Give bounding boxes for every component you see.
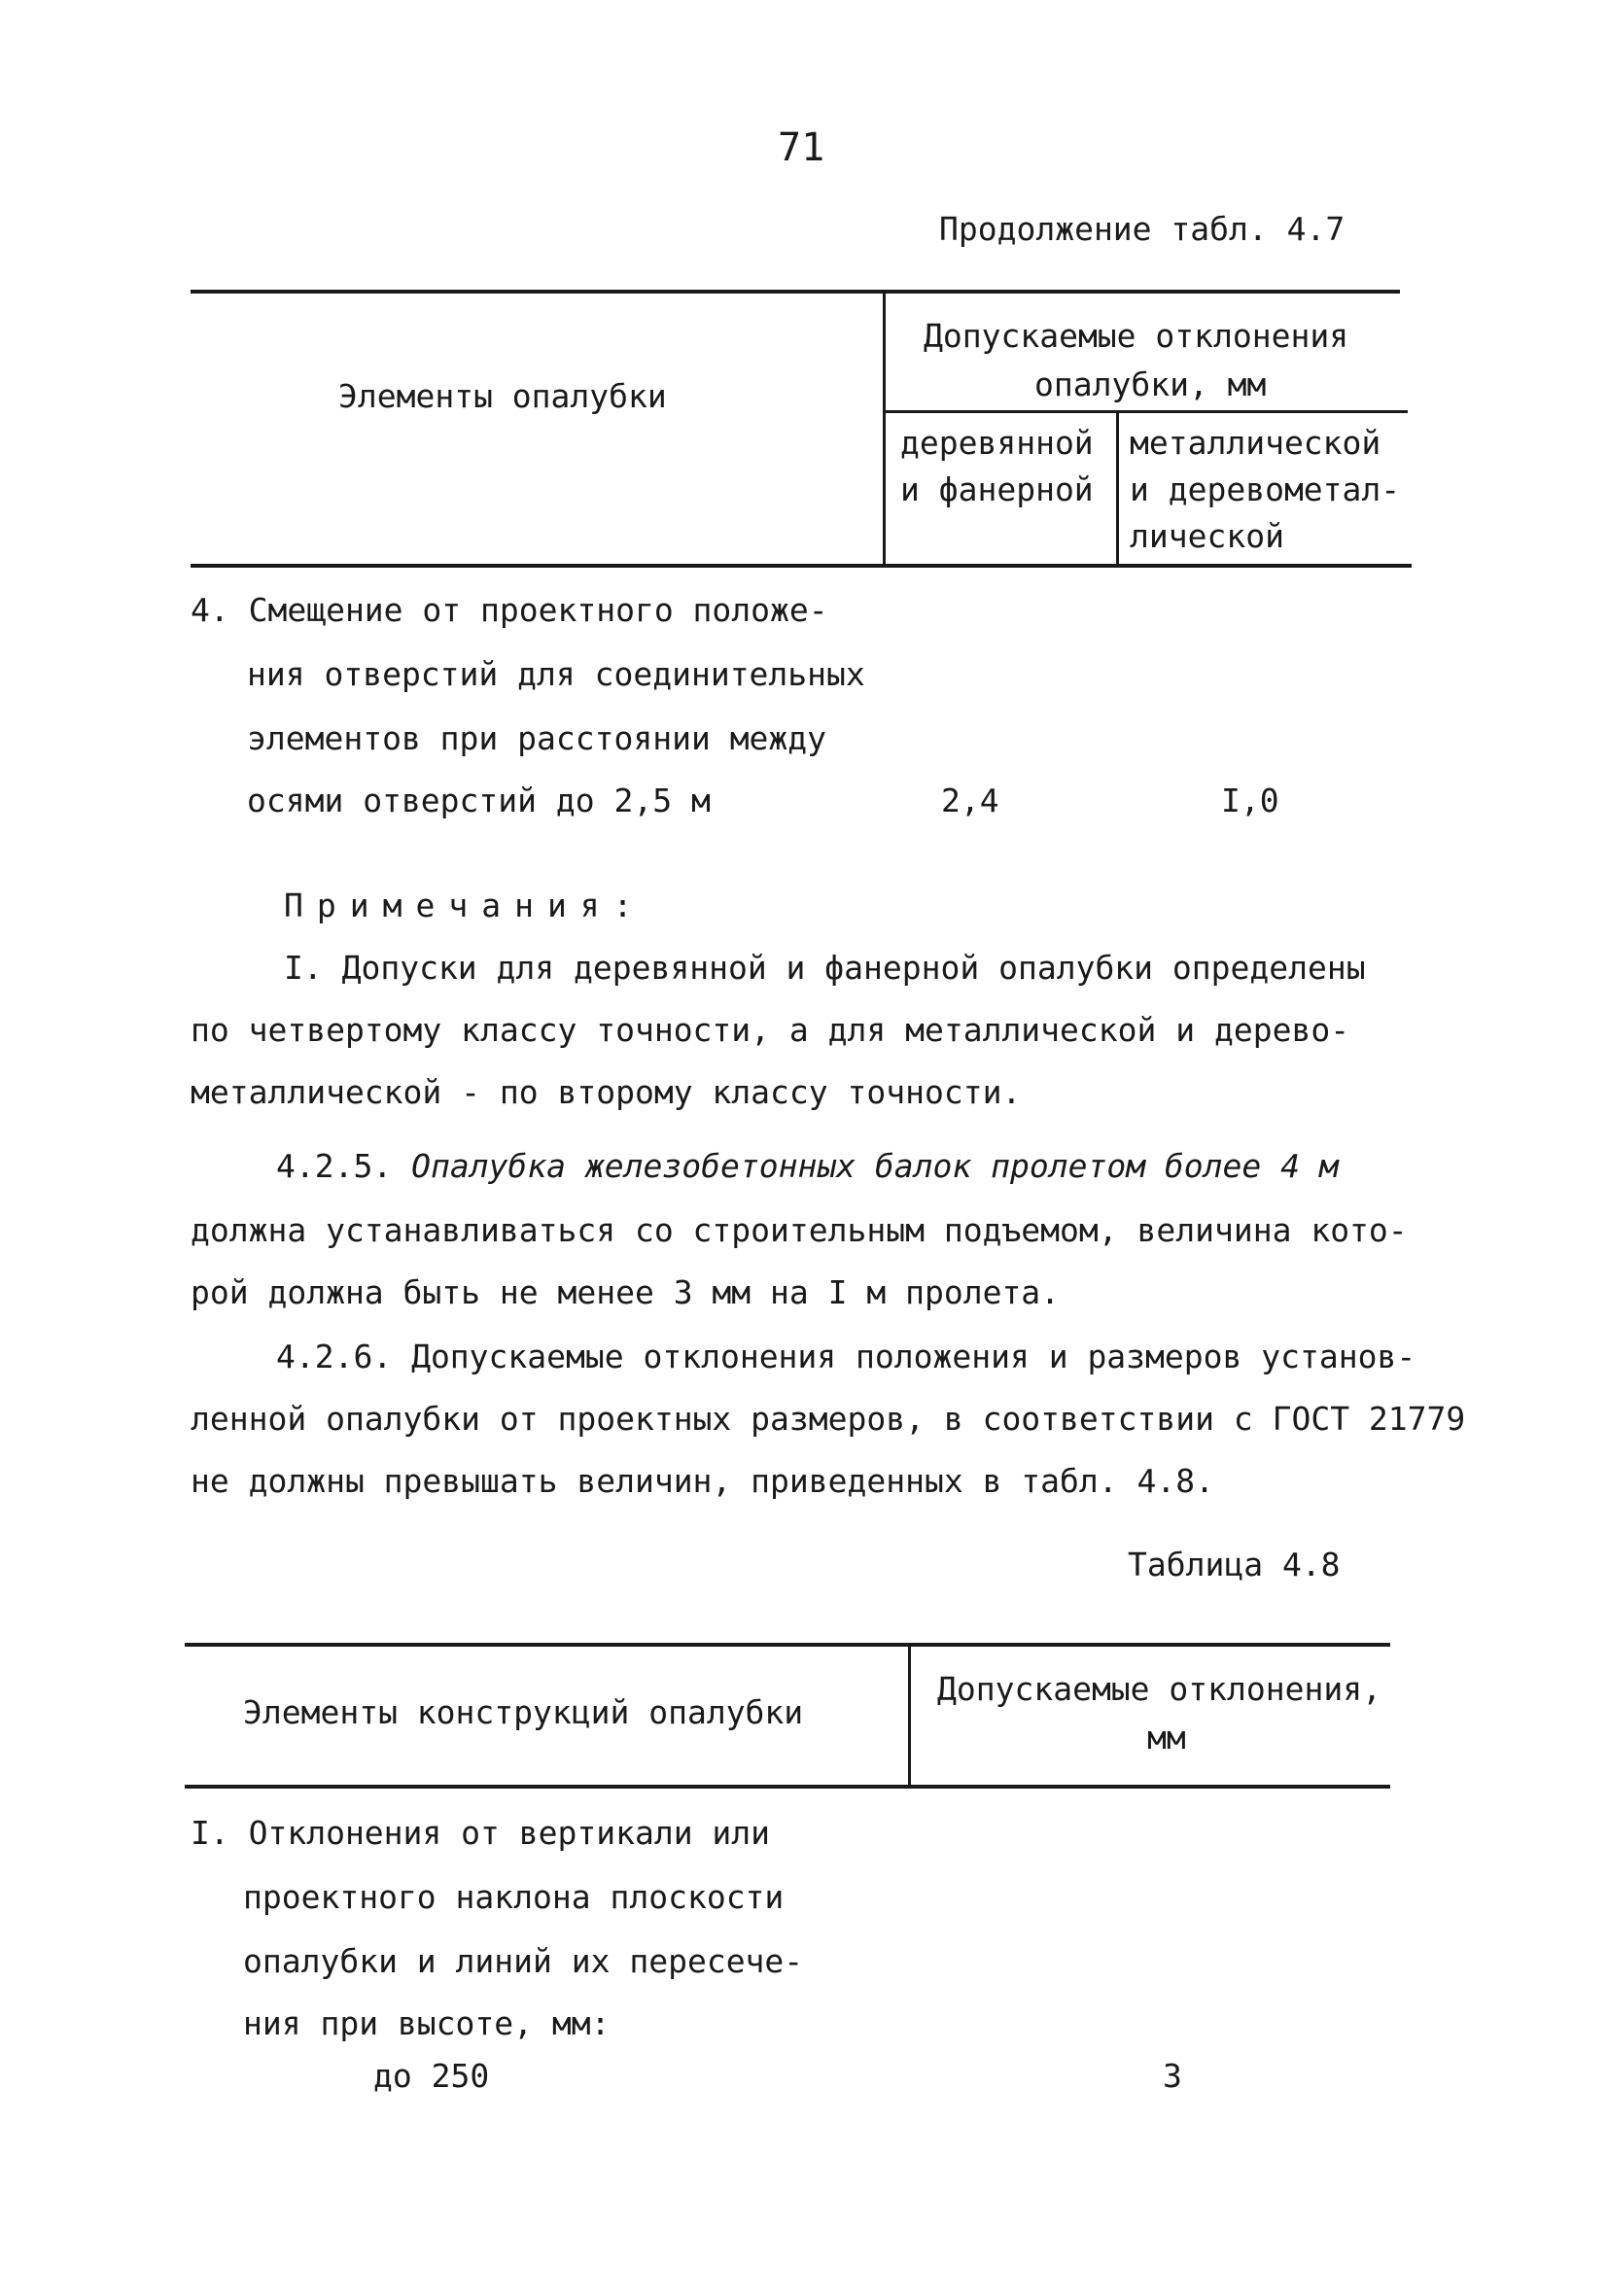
paragraph-4-2-5-line3: рой должна быть не менее 3 мм на I м пролета. [191, 1273, 1061, 1311]
row-1-line2: проектного наклона плоскости [243, 1878, 785, 1916]
subheader-metal-line1: металлической [1130, 424, 1381, 462]
paragraph-4-2-6-line2: ленной опалубки от проектных размеров, в соответствии с ГОСТ 21779 [191, 1400, 1466, 1438]
paragraph-4-2-5-line1 [276, 1147, 1339, 1186]
row-4-value-wood: 2,4 [941, 782, 999, 819]
table-4-8-label: Таблица 4.8 [1128, 1546, 1341, 1583]
note-1-line3: металлической - по второму классу точности. [191, 1073, 1022, 1111]
header-deviations-line2: мм [1147, 1719, 1186, 1757]
table-top-rule [191, 290, 1400, 294]
note-1-line2: по четвертому классу точности, а для металлической и дерево- [191, 1011, 1350, 1049]
paragraph-4-2-6-line1: 4.2.6. Допускаемые отклонения положения и размеров установ- [276, 1338, 1416, 1375]
paragraph-4-2-5-number: 4.2.5. [276, 1147, 393, 1185]
row-1-sub-value: 3 [1163, 2057, 1182, 2095]
subheader-metal-line3: лической [1130, 517, 1284, 555]
paragraph-4-2-6-line3: не должны превышать величин, приведенных в табл. 4.8. [191, 1462, 1214, 1500]
row-4-line4: осями отверстий до 2,5 м [247, 782, 711, 819]
column-divider [908, 1643, 911, 1785]
paragraph-4-2-5-line2: должна устанавливаться со строительным подъемом, величина кото- [191, 1211, 1408, 1249]
header-deviations-line1: Допускаемые отклонения [924, 317, 1349, 355]
row-4-line3: элементов при расстоянии между [247, 719, 827, 757]
header-deviations-line1: Допускаемые отклонения, [937, 1670, 1381, 1708]
subheader-wood-line2: и фанерной [900, 470, 1094, 508]
subheader-metal-line2: и деревометал- [1130, 470, 1401, 508]
row-1-sub-label: до 250 [373, 2057, 490, 2095]
table-top-rule [185, 1643, 1390, 1647]
row-4-line2: ния отверстий для соединительных [247, 655, 865, 693]
paragraph-4-2-5-italic: Опалубка железобетонных балок пролетом более 4 м [411, 1147, 1339, 1185]
column-divider [883, 290, 886, 564]
page-number: 71 [778, 125, 825, 170]
header-construction-elements: Элементы конструкций опалубки [243, 1693, 804, 1731]
note-1-line1: I. Допуски для деревянной и фанерной опалубки определены [284, 949, 1366, 987]
row-1-line3: опалубки и линий их пересече- [243, 1942, 804, 1980]
row-1-line1: I. Отклонения от вертикали или [191, 1814, 771, 1852]
row-4-line1: 4. Смещение от проектного положе- [191, 591, 828, 629]
subcolumn-divider [1116, 410, 1119, 564]
notes-title: Примечания: [284, 887, 647, 924]
row-4-value-metal: I,0 [1221, 782, 1279, 819]
header-elements: Элементы опалубки [338, 377, 667, 415]
header-bottom-rule [191, 564, 1412, 568]
subheader-wood-line1: деревянной [900, 424, 1094, 462]
row-1-line4: ния при высоте, мм: [243, 2004, 611, 2042]
table-continuation-label: Продолжение табл. 4.7 [939, 210, 1346, 248]
header-bottom-rule [185, 1785, 1390, 1789]
header-deviations-line2: опалубки, мм [1034, 365, 1267, 403]
header-split-rule [883, 410, 1408, 413]
